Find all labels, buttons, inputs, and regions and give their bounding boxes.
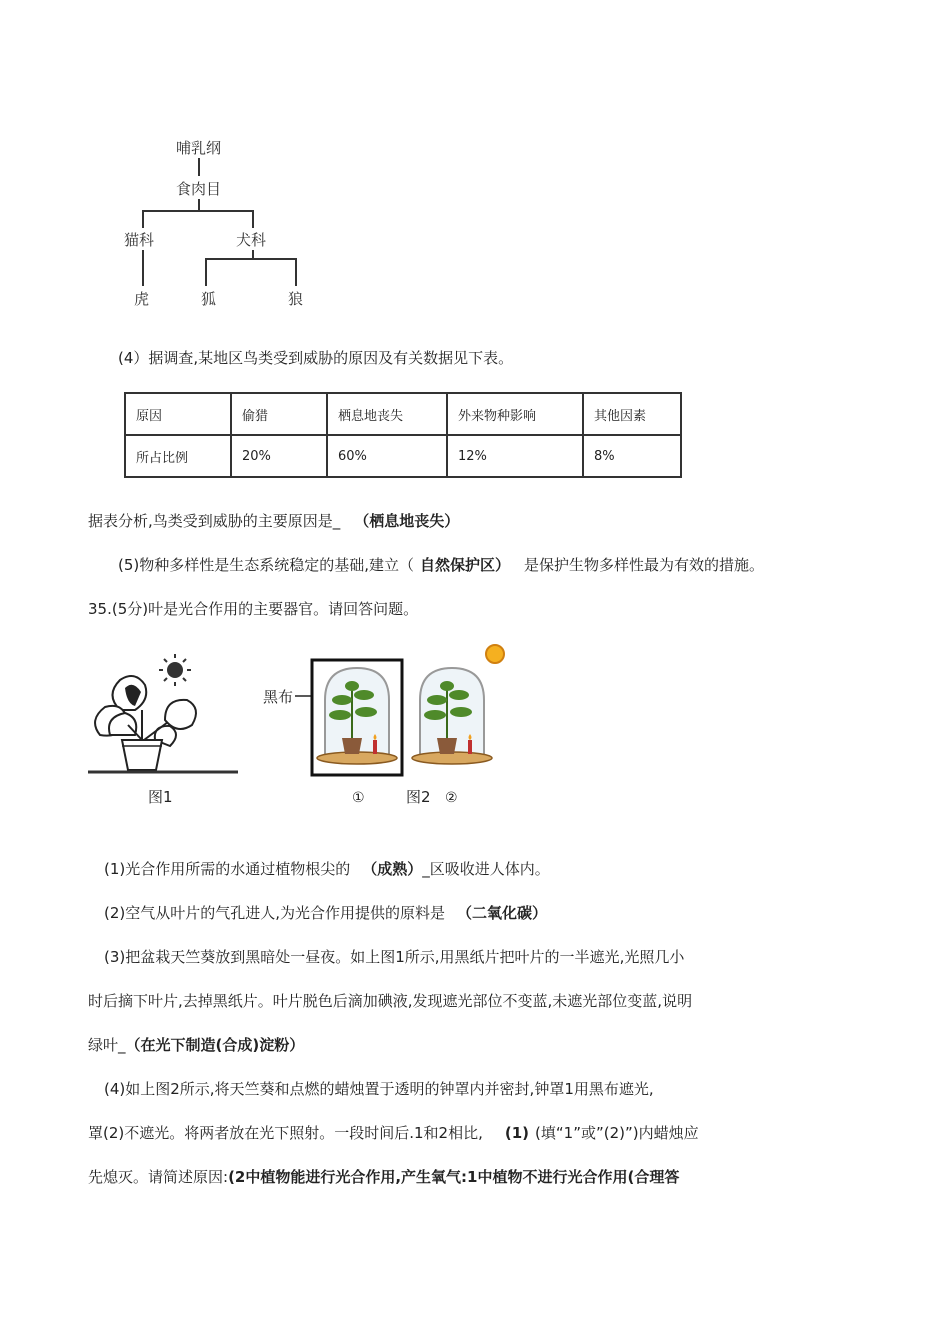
- table-cell: 栖息地丧失: [327, 393, 447, 435]
- p4-line3-prefix: 先熄灭。请简述原因:: [88, 1168, 229, 1186]
- p2-answer: （二氧化碳）: [457, 904, 548, 922]
- tree-leaf-fox: 狐: [201, 290, 217, 308]
- p4-line2-prefix: 罩(2)不遮光。将两者放在光下照射。一段时间后.1和2相比,: [88, 1124, 483, 1142]
- p4-line2-suffix: (填“1”或”(2)”)内蜡烛应: [535, 1124, 699, 1142]
- table-cell: 原因: [125, 393, 231, 435]
- black-cloth-label: 黑布: [263, 688, 294, 706]
- tree-leaf-tiger: 虎: [134, 290, 150, 308]
- fig2-caption: 图2: [406, 788, 431, 806]
- q4-intro: (4）据调查,某地区鸟类受到威胁的原因及有关数据见下表。: [118, 349, 514, 367]
- p2-prefix: (2)空气从叶片的气孔进人,为光合作用提供的原料是: [104, 904, 446, 922]
- table-cell: 8%: [583, 435, 681, 477]
- tree-line: [295, 258, 297, 286]
- q4-answer: （栖息地丧失）: [354, 512, 460, 530]
- table-cell: 偷猎: [231, 393, 327, 435]
- tree-family-left-label: 猫科: [124, 231, 155, 249]
- jar2-label: ②: [445, 790, 458, 806]
- tree-family-right-label: 犬科: [236, 231, 267, 249]
- p3-line3: [88, 1034, 304, 1055]
- bell-jar-2: [412, 668, 492, 764]
- table-row: [125, 435, 681, 477]
- table-cell: 其他因素: [583, 393, 681, 435]
- q5-suffix: 是保护生物多样性最为有效的措施。: [524, 556, 765, 574]
- fig1-caption: 图1: [148, 788, 173, 806]
- table-cell: 所占比例: [125, 435, 231, 477]
- p1-suffix: _区吸收进人体内。: [422, 860, 550, 878]
- tree-line: [142, 210, 254, 212]
- bell-jar-1: [317, 668, 397, 764]
- p4-line2: [88, 1122, 699, 1143]
- q4-analysis-prefix: 据表分析,鸟类受到威胁的主要原因是_: [88, 512, 341, 530]
- table-cell: 60%: [327, 435, 447, 477]
- q5-answer: 自然保护区）: [420, 556, 511, 574]
- tree-line: [142, 210, 144, 228]
- tree-line: [205, 258, 207, 286]
- q5-prefix: (5)物种多样性是生态系统稳定的基础,建立（: [118, 556, 415, 574]
- tree-line: [205, 258, 297, 260]
- p1-answer: （成熟）: [362, 860, 423, 878]
- tree-line: [252, 210, 254, 228]
- p3-line1: (3)把盆栽天竺葵放到黑暗处一昼夜。如上图1所示,用黑纸片把叶片的一半遮光,光照几小: [104, 948, 685, 966]
- p2-line: [104, 902, 547, 923]
- tree-line: [198, 158, 200, 176]
- photosynthesis-figure: [80, 640, 560, 810]
- p1-prefix: (1)光合作用所需的水通过植物根尖的: [104, 860, 351, 878]
- sun-icon: [486, 645, 504, 663]
- threat-data-table: [124, 392, 682, 478]
- p3-line2: 时后摘下叶片,去掉黑纸片。叶片脱色后滴加碘液,发现遮光部位不变蓝,未遮光部位变蓝,说明: [88, 992, 693, 1010]
- q4-analysis: [88, 510, 459, 531]
- potted-geranium-icon: [95, 676, 196, 770]
- table-header-row: [125, 393, 681, 435]
- tree-line: [142, 250, 144, 286]
- table-cell: 20%: [231, 435, 327, 477]
- p3-line3-prefix: 绿叶_: [88, 1036, 126, 1054]
- tree-leaf-wolf: 狼: [288, 290, 304, 308]
- jar1-label: ①: [352, 790, 365, 806]
- tree-order-label: 食肉目: [176, 180, 222, 198]
- p4-line3: [88, 1166, 679, 1187]
- p4-reason: (2中植物能进行光合作用,产生氧气:1中植物不进行光合作用(合理答: [228, 1168, 680, 1186]
- tree-root-label: 哺乳纲: [176, 139, 222, 157]
- sun-icon: [159, 654, 191, 686]
- q35-title: 35.(5分)叶是光合作用的主要器官。请回答问题。: [88, 600, 419, 618]
- p1-line: [104, 858, 550, 879]
- p4-answer: (1): [504, 1124, 530, 1142]
- table-cell: 外来物种影响: [447, 393, 583, 435]
- table-cell: 12%: [447, 435, 583, 477]
- q5-line: [118, 554, 764, 575]
- p4-line1: (4)如上图2所示,将天竺葵和点燃的蜡烛置于透明的钟罩内并密封,钟罩1用黑布遮光,: [104, 1080, 654, 1098]
- p3-answer: （在光下制造(合成)淀粉）: [125, 1036, 305, 1054]
